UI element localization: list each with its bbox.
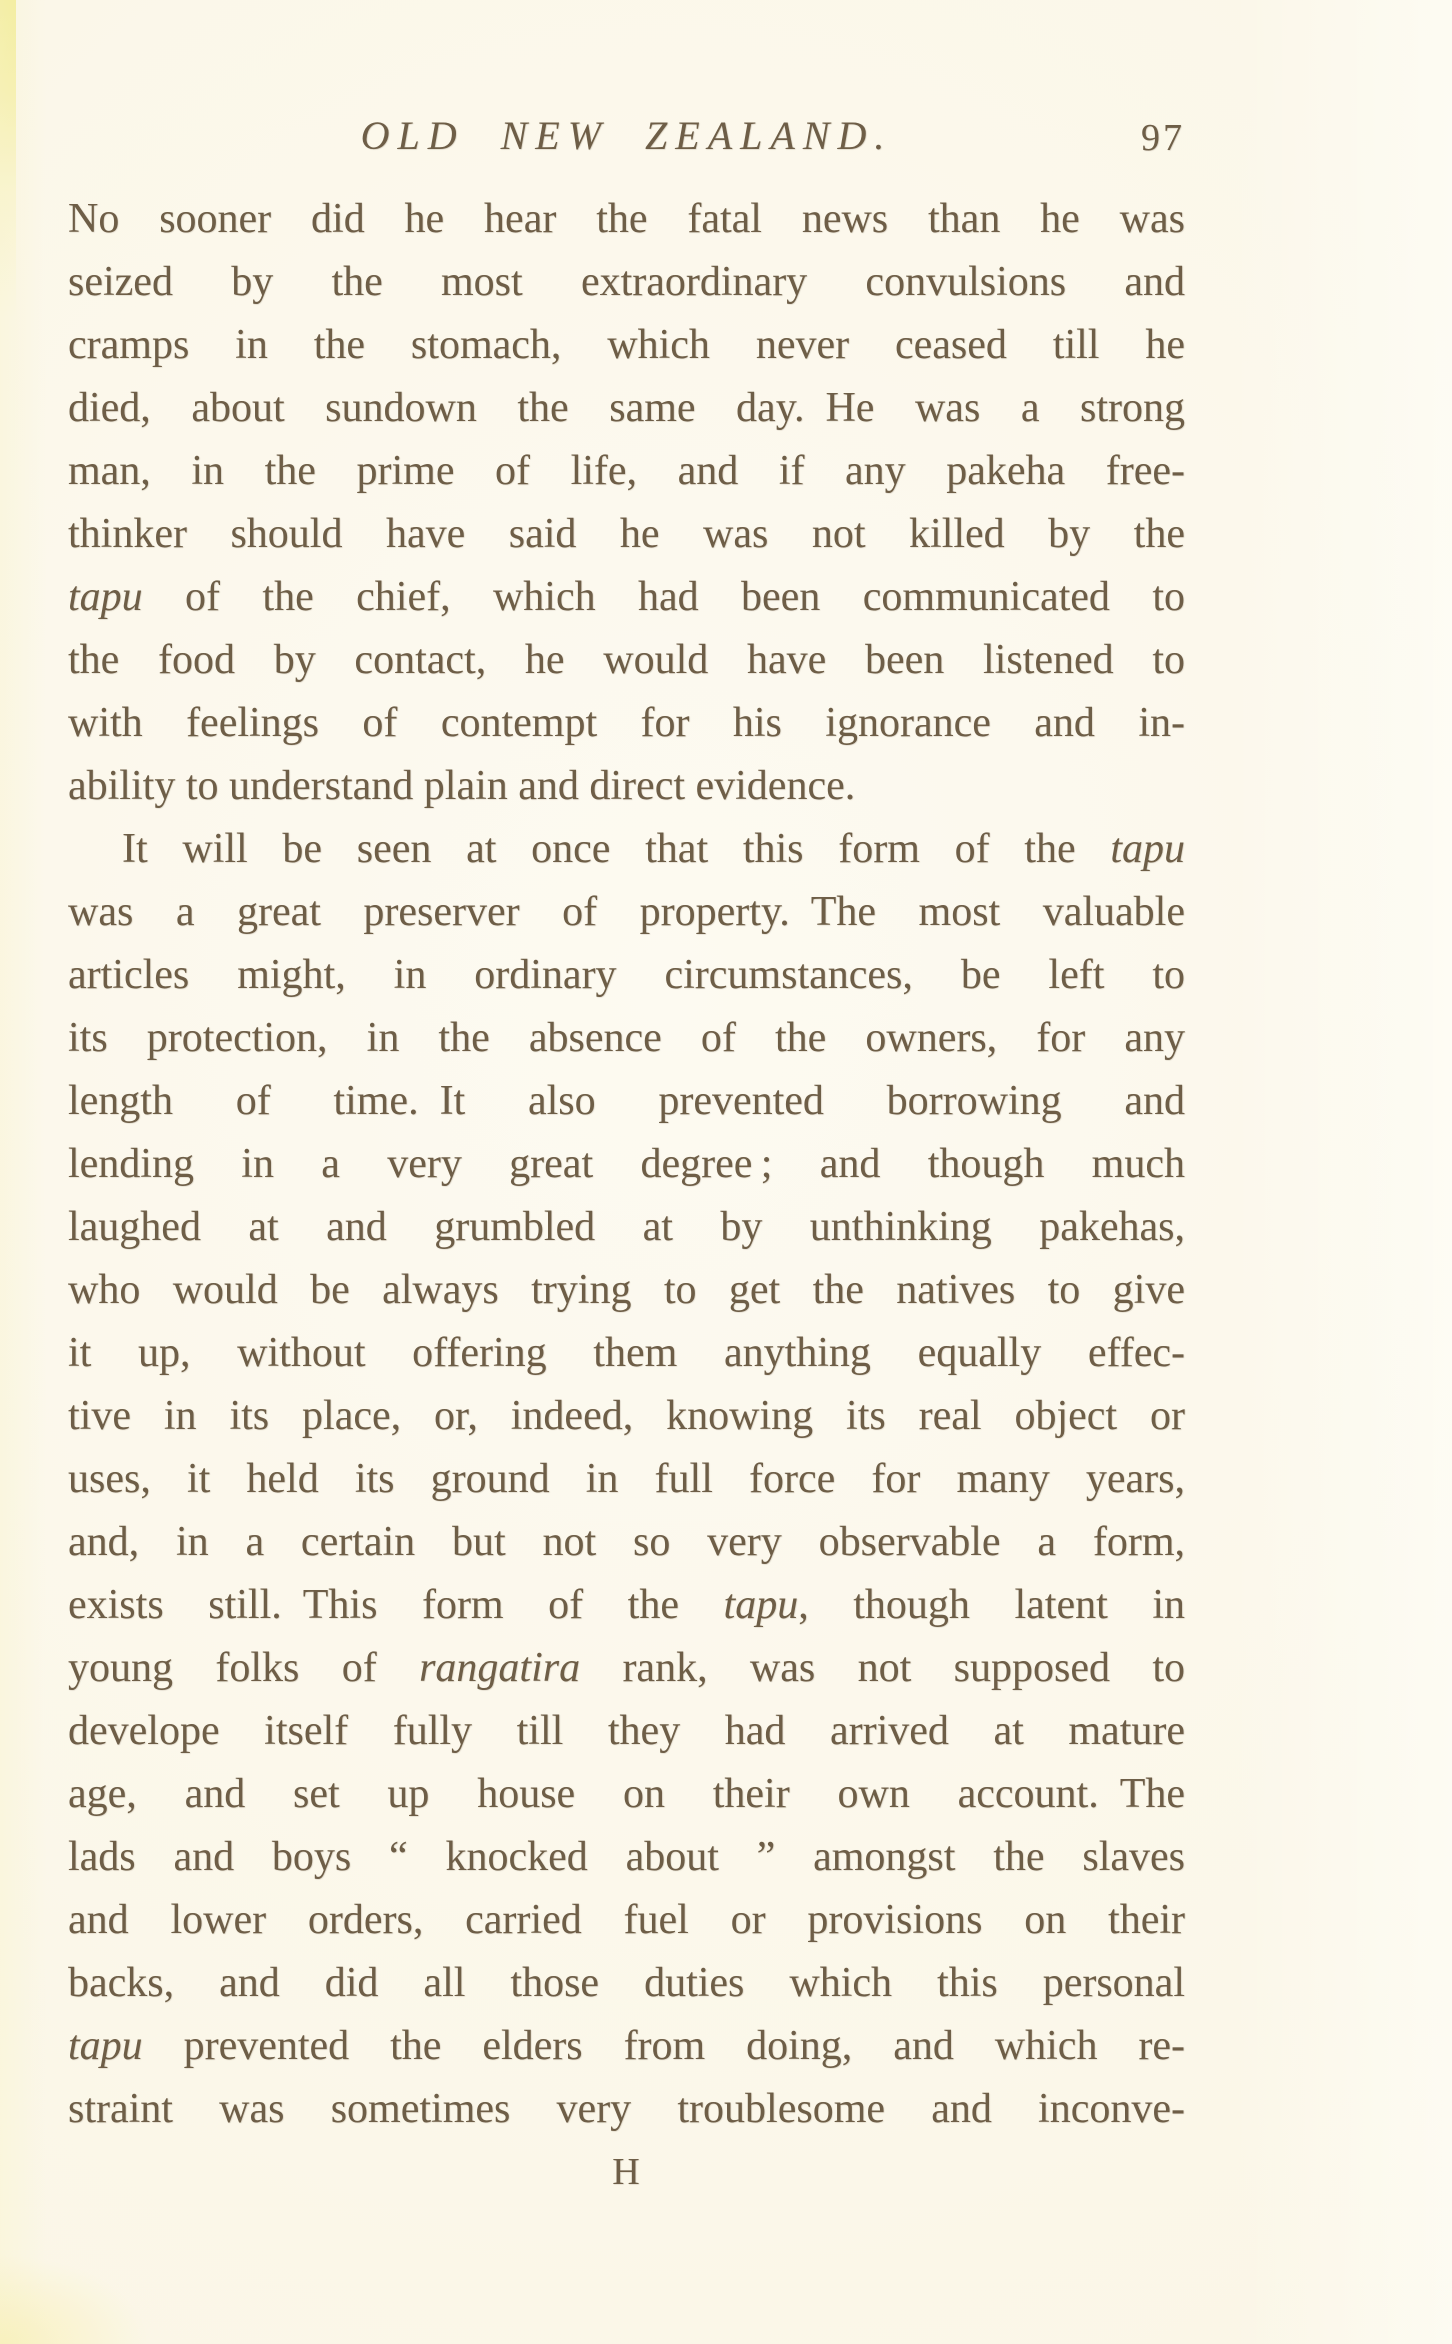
text-segment: straint was sometimes very troublesome and inconve- (68, 2086, 1185, 2132)
page-title: OLD NEW ZEALAND. (360, 113, 893, 158)
body-line (68, 1826, 1185, 1889)
text-segment: lending in a very great degree ; and though much (68, 1141, 1185, 1187)
text-segment: uses, it held its ground in full force for many years, (68, 1456, 1185, 1502)
text-segment: develope itself fully till they had arrived at mature (68, 1708, 1185, 1754)
body-line (68, 692, 1185, 755)
body-line (68, 1007, 1185, 1070)
body-line (68, 440, 1185, 503)
italic-word: rangatira (419, 1645, 581, 1691)
text-segment: and, in a certain but not so very observable a form, (68, 1519, 1185, 1565)
text-segment: thinker should have said he was not killed by the (68, 511, 1185, 557)
body-line (68, 2015, 1185, 2078)
text-segment: cramps in the stomach, which never ceased till he (68, 322, 1185, 368)
body-line (68, 503, 1185, 566)
text-segment: was a great preserver of property. The most valuable (68, 889, 1185, 935)
printer-signature-mark: H (612, 2151, 641, 2193)
body-line (68, 377, 1185, 440)
text-segment: lads and boys “ knocked about ” amongst the slaves (68, 1834, 1185, 1880)
text-segment: young folks of (68, 1645, 420, 1691)
body-line (68, 251, 1185, 314)
text-segment: , though latent in (798, 1582, 1185, 1628)
italic-word: tapu (68, 2023, 143, 2069)
body-line (68, 1259, 1185, 1322)
body-line (68, 1700, 1185, 1763)
text-segment: length of time. It also prevented borrowing and (68, 1078, 1185, 1124)
text-segment: the food by contact, he would have been listened to (68, 637, 1185, 683)
text-segment: ability to understand plain and direct evidence. (68, 763, 856, 809)
body-line (68, 755, 1185, 818)
body-line (68, 1448, 1185, 1511)
body-line (68, 1070, 1185, 1133)
body-text (68, 188, 1185, 2141)
text-segment: rank, was not supposed to (580, 1645, 1185, 1691)
italic-word: tapu (723, 1582, 799, 1628)
body-line (68, 1952, 1185, 2015)
text-segment: articles might, in ordinary circumstances, be left to (68, 952, 1185, 998)
text-segment: laughed at and grumbled at by unthinking pakehas, (68, 1204, 1185, 1250)
text-segment: man, in the prime of life, and if any pakeha free- (68, 448, 1185, 494)
scan-edge-tint (0, 0, 46, 2344)
text-column (68, 0, 1185, 2344)
text-segment: it up, without offering them anything equally effec- (68, 1330, 1185, 1376)
text-segment: and lower orders, carried fuel or provisions on their (68, 1897, 1185, 1943)
running-head (68, 112, 1185, 172)
text-segment: with feelings of contempt for his ignorance and in- (68, 700, 1185, 746)
body-line (68, 1574, 1185, 1637)
paper-sheen (1232, 0, 1452, 2344)
body-line (68, 566, 1185, 629)
body-line (68, 188, 1185, 251)
text-segment: died, about sundown the same day. He was a strong (68, 385, 1185, 431)
body-line (68, 881, 1185, 944)
text-segment: prevented the elders from doing, and which re- (142, 2023, 1185, 2069)
page-number: 97 (1141, 117, 1185, 159)
body-line (68, 1133, 1185, 1196)
text-segment: of the chief, which had been communicated to (142, 574, 1185, 620)
body-line (68, 818, 1185, 881)
body-line (68, 1763, 1185, 1826)
text-segment: age, and set up house on their own account. The (68, 1771, 1185, 1817)
body-line (68, 1637, 1185, 1700)
text-segment: backs, and did all those duties which this personal (68, 1960, 1185, 2006)
body-line (68, 944, 1185, 1007)
body-line (68, 1196, 1185, 1259)
body-line (68, 1385, 1185, 1448)
text-segment: exists still. This form of the (68, 1582, 724, 1628)
italic-word: tapu (68, 574, 143, 620)
text-segment: No sooner did he hear the fatal news than he was (68, 196, 1185, 242)
text-segment: tive in its place, or, indeed, knowing its real object or (68, 1393, 1185, 1439)
text-segment: its protection, in the absence of the owners, for any (68, 1015, 1185, 1061)
text-segment: It will be seen at once that this form of the (122, 826, 1111, 872)
text-segment: seized by the most extraordinary convulsions and (68, 259, 1185, 305)
body-line (68, 2078, 1185, 2141)
body-line (68, 1889, 1185, 1952)
body-line (68, 629, 1185, 692)
italic-word: tapu (1110, 826, 1185, 872)
text-segment: who would be always trying to get the natives to give (68, 1267, 1185, 1313)
body-line (68, 1322, 1185, 1385)
body-line (68, 314, 1185, 377)
body-line (68, 1511, 1185, 1574)
